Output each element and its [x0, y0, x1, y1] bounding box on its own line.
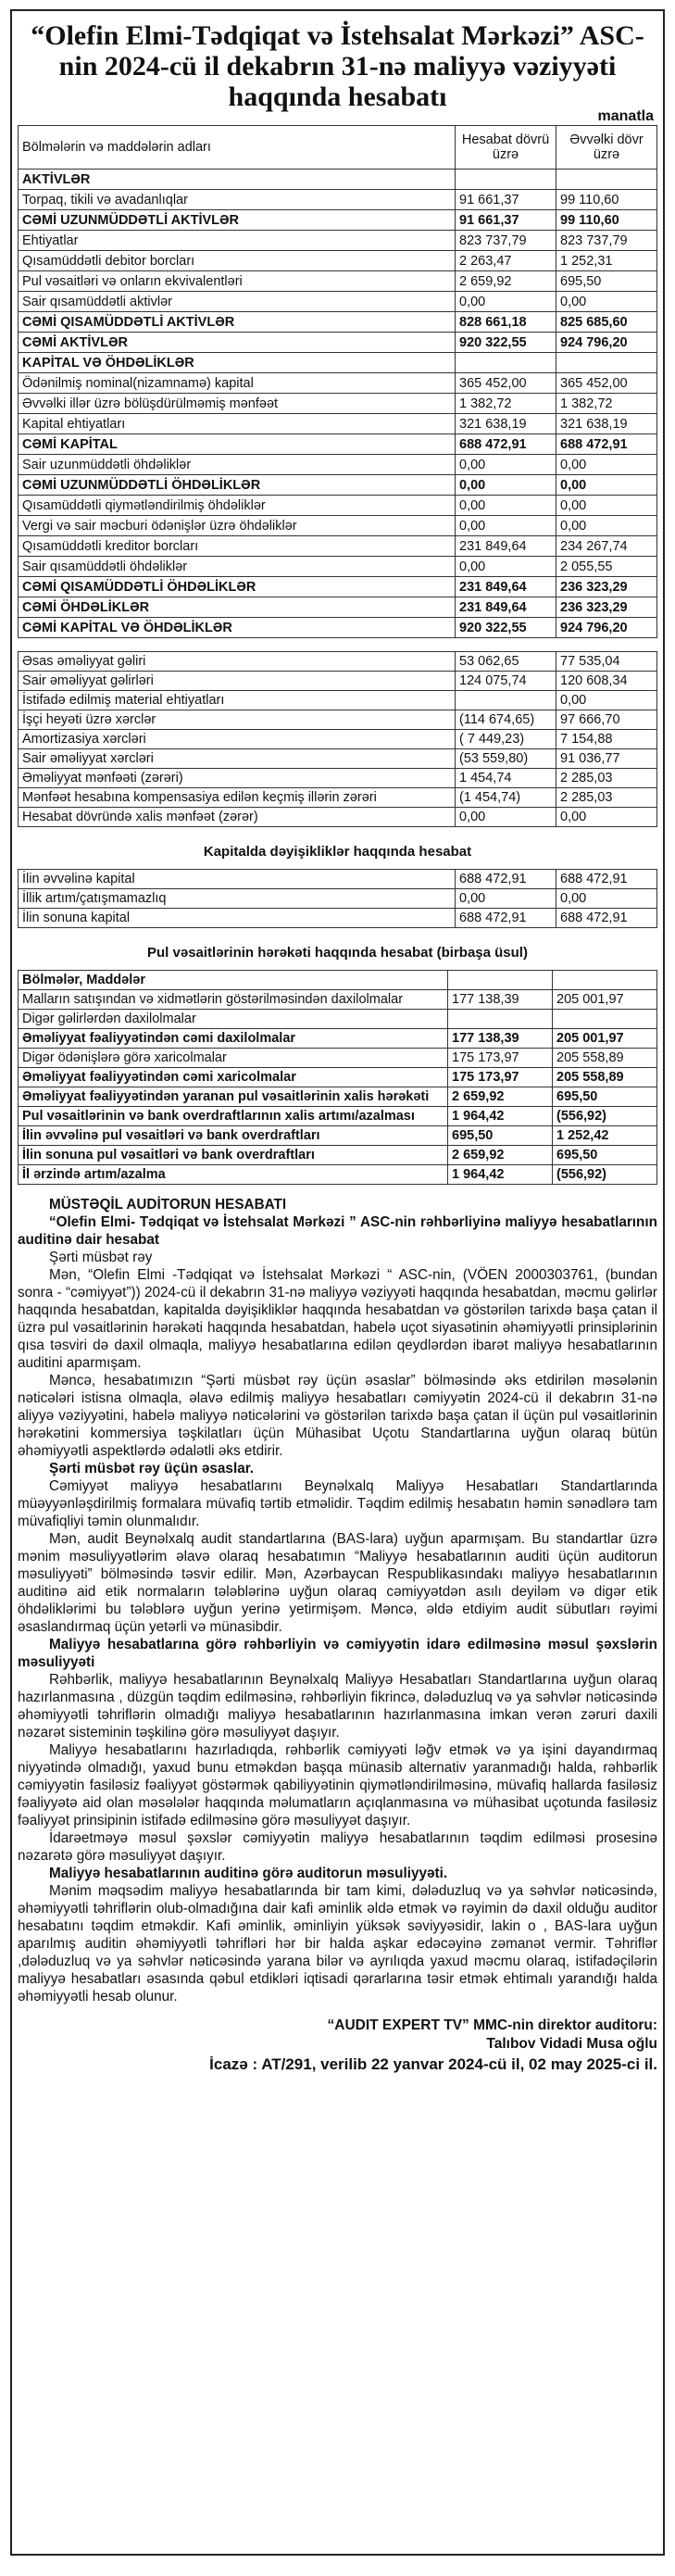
- balance-current-value: 920 322,55: [456, 333, 556, 353]
- cashflow-row: [19, 1146, 657, 1165]
- balance-label: Sair uzunmüddətli öhdəliklər: [19, 455, 456, 475]
- cashflow-label: İlin sonuna pul vəsaitləri və bank overdraftları: [19, 1146, 448, 1165]
- cashflow-current-value: 177 138,39: [448, 1029, 553, 1049]
- report-page: [10, 9, 665, 2556]
- balance-label: Pul vəsaitləri və onların ekvivalentləri: [19, 271, 456, 292]
- balance-header-previous: Əvvəlki dövr üzrə: [556, 126, 657, 170]
- balance-row: [19, 536, 657, 557]
- balance-label: CƏMİ KAPİTAL: [19, 434, 456, 455]
- cashflow-current-value: 2 659,92: [448, 1087, 553, 1107]
- pl-label: Əməliyyat mənfəəti (zərəri): [19, 769, 456, 788]
- balance-previous-value: 1 252,31: [556, 251, 657, 271]
- equity-row: [19, 909, 657, 928]
- balance-current-value: 920 322,55: [456, 618, 556, 638]
- cashflow-label: İlin əvvəlinə pul vəsaitləri və bank overdraftları: [19, 1126, 448, 1146]
- auditor-subheading: “Olefin Elmi- Tədqiqat və İstehsalat Mərkəzi ” ASC-nin rəhbərliyinə maliyyə hesabatlarının auditinə dair hesabat: [18, 1214, 657, 1248]
- pl-row: [19, 730, 657, 749]
- cashflow-current-value: 175 173,97: [448, 1068, 553, 1087]
- pl-label: İstifadə edilmiş material ehtiyatları: [19, 691, 456, 710]
- cashflow-label: Digər ödənişlərə görə xaricolmalar: [19, 1049, 448, 1068]
- cashflow-previous-value: 695,50: [553, 1087, 657, 1107]
- pl-current-value: ( 7 449,23): [456, 730, 556, 749]
- cashflow-header-row: [19, 971, 657, 990]
- pl-previous-value: 0,00: [556, 691, 657, 710]
- cashflow-label: Əməliyyat fəaliyyətindən cəmi xaricolmalar: [19, 1068, 448, 1087]
- balance-current-value: 2 263,47: [456, 251, 556, 271]
- balance-label: Sair qısamüddətli aktivlər: [19, 292, 456, 312]
- cashflow-section-title: Pul vəsaitlərinin hərəkəti haqqında hesabat (birbaşa üsul): [147, 945, 528, 961]
- balance-current-value: [456, 353, 556, 373]
- balance-row: [19, 496, 657, 516]
- balance-previous-value: 236 323,29: [556, 577, 657, 597]
- cashflow-current-value: 695,50: [448, 1126, 553, 1146]
- cashflow-current-value: 177 138,39: [448, 990, 553, 1010]
- cashflow-row: [19, 1126, 657, 1146]
- auditor-h3: Maliyyə hesabatlarına görə rəhbərliyin və cəmiyyətin idarə edilməsinə məsul şəxslərin məsuliyyəti: [18, 1637, 657, 1670]
- cashflow-header-label: Bölmələr, Maddələr: [19, 971, 448, 990]
- balance-previous-value: [556, 353, 657, 373]
- balance-label: CƏMİ AKTİVLƏR: [19, 333, 456, 353]
- pl-previous-value: 0,00: [556, 808, 657, 827]
- balance-row: [19, 475, 657, 496]
- balance-current-value: 828 661,18: [456, 312, 556, 333]
- balance-current-value: 823 737,79: [456, 231, 556, 251]
- balance-previous-value: 236 323,29: [556, 597, 657, 618]
- balance-row: [19, 577, 657, 597]
- balance-current-value: 1 382,72: [456, 394, 556, 414]
- balance-row: [19, 516, 657, 536]
- auditor-p4: Cəmiyyət maliyyə hesabatlarını Beynəlxalq Maliyyə Hesabatları Standartlarında müəyyənləşdirilmiş formalara müvafiq tərtib etməlidir. Təqdim edilmiş hesabatın həmin sənədlərə tam müvafiqliyi təmin olunmalıdır.: [18, 1478, 657, 1529]
- auditor-signature: [18, 2017, 657, 2054]
- cashflow-label: Digər gəlirlərdən daxilolmalar: [19, 1010, 448, 1029]
- auditor-p2: Mən, “Olefin Elmi -Tədqiqat və İstehsalat Mərkəzi “ ASC-nin, (VÖEN 2000303761, (bundan sonra - “cəmiyyət”)) 2024-cü il dekabrın 31-nə maliyyə vəziyyəti haqqında hesabatdan, məcmu gəlirlər haqqında hesabatdan, kapitalda dəyişikliklər haqqında hesabatdan və göstərilən tarixdə başa çatan il üzrə pul vəsaitlərinin hərəkəti haqqında hesabatdan, habelə uçot siyasətinin əhəmiyyətli prinsiplərinin qısa təsviri də daxil olmaqla, maliyyə hesabatlarına edilən qeydlərdən ibarət maliyyə hesabatlarının auditini aparmışam.: [18, 1267, 657, 1371]
- cashflow-previous-value: 205 001,97: [553, 1029, 657, 1049]
- equity-label: İllik artım/çatışmamazlıq: [19, 889, 456, 909]
- balance-row: [19, 251, 657, 271]
- cashflow-current-value: 2 659,92: [448, 1146, 553, 1165]
- cashflow-previous-value: (556,92): [553, 1107, 657, 1126]
- cashflow-current-value: 175 173,97: [448, 1049, 553, 1068]
- balance-label: AKTİVLƏR: [19, 170, 456, 190]
- equity-current-value: 0,00: [456, 889, 556, 909]
- auditor-h2: Şərti müsbət rəy üçün əsaslar.: [49, 1461, 255, 1476]
- balance-previous-value: 365 452,00: [556, 373, 657, 394]
- pl-row: [19, 808, 657, 827]
- cashflow-previous-value: 205 001,97: [553, 990, 657, 1010]
- balance-previous-value: 823 737,79: [556, 231, 657, 251]
- balance-row: [19, 312, 657, 333]
- pl-current-value: 1 454,74: [456, 769, 556, 788]
- pl-label: İşçi heyəti üzrə xərclər: [19, 710, 456, 730]
- balance-previous-value: 825 685,60: [556, 312, 657, 333]
- cashflow-current-value: 1 964,42: [448, 1107, 553, 1126]
- balance-label: Kapital ehtiyatları: [19, 414, 456, 434]
- balance-previous-value: 0,00: [556, 292, 657, 312]
- pl-previous-value: 91 036,77: [556, 749, 657, 769]
- cashflow-table: [18, 970, 657, 1185]
- cashflow-row: [19, 1087, 657, 1107]
- balance-row: [19, 414, 657, 434]
- balance-header-row: [19, 126, 657, 170]
- balance-header-current: Hesabat dövrü üzrə: [456, 126, 556, 170]
- balance-current-value: 0,00: [456, 516, 556, 536]
- equity-current-value: 688 472,91: [456, 870, 556, 889]
- cashflow-row: [19, 1049, 657, 1068]
- balance-label: Ehtiyatlar: [19, 231, 456, 251]
- balance-label: CƏMİ UZUNMÜDDƏTLİ ÖHDƏLİKLƏR: [19, 475, 456, 496]
- pl-row: [19, 672, 657, 691]
- balance-label: CƏMİ KAPİTAL VƏ ÖHDƏLİKLƏR: [19, 618, 456, 638]
- balance-current-value: 0,00: [456, 475, 556, 496]
- equity-previous-value: 688 472,91: [556, 909, 657, 928]
- pl-previous-value: 120 608,34: [556, 672, 657, 691]
- balance-current-value: 0,00: [456, 455, 556, 475]
- cashflow-current-value: [448, 1010, 553, 1029]
- balance-row: [19, 231, 657, 251]
- balance-row: [19, 333, 657, 353]
- balance-previous-value: 0,00: [556, 496, 657, 516]
- balance-label: CƏMİ UZUNMÜDDƏTLİ AKTİVLƏR: [19, 210, 456, 231]
- equity-previous-value: 688 472,91: [556, 870, 657, 889]
- pl-current-value: (1 454,74): [456, 788, 556, 808]
- pl-row: [19, 710, 657, 730]
- balance-current-value: 231 849,64: [456, 536, 556, 557]
- balance-label: CƏMİ ÖHDƏLİKLƏR: [19, 597, 456, 618]
- auditor-heading: MÜSTƏQİL AUDİTORUN HESABATI: [49, 1197, 287, 1213]
- balance-label: Sair qısamüddətli öhdəliklər: [19, 557, 456, 577]
- pl-label: Əsas əməliyyat gəliri: [19, 652, 456, 672]
- balance-previous-value: [556, 170, 657, 190]
- pl-current-value: (53 559,80): [456, 749, 556, 769]
- auditor-p1: Şərti müsbət rəy: [49, 1250, 153, 1265]
- auditor-p6: Rəhbərlik, maliyyə hesabatlarının Beynəlxalq Maliyyə Hesabatları Standartlarına uyğun olaraq hazırlanmasına , düzgün təqdim edilməsinə, rəhbərliyin fikrincə, dələduzluq və ya səhvlər nəticəsində əhəmiyyətli təhriflərin olmadığı maliyyə hesabatlarının hazırlanmasına imkan verən zəruri daxili nəzarət sisteminin təşkilinə görə məsuliyyət daşıyır.: [18, 1672, 657, 1740]
- balance-header-label: Bölmələrin və maddələrin adları: [19, 126, 456, 170]
- cashflow-label: Əməliyyat fəaliyyətindən yaranan pul vəsaitlərinin xalis hərəkəti: [19, 1087, 448, 1107]
- equity-row: [19, 870, 657, 889]
- cashflow-label: Əməliyyat fəaliyyətindən cəmi daxilolmalar: [19, 1029, 448, 1049]
- balance-label: Qısamüddətli debitor borcları: [19, 251, 456, 271]
- report-title: “Olefin Elmi-Tədqiqat və İstehsalat Mərkəzi” ASC-nin 2024-cü il dekabrın 31-nə maliyyə vəziyyəti haqqında hesabatı: [31, 20, 644, 112]
- balance-label: Qısamüddətli kreditor borcları: [19, 536, 456, 557]
- balance-current-value: 0,00: [456, 292, 556, 312]
- cashflow-previous-value: 205 558,89: [553, 1068, 657, 1087]
- equity-label: İlin əvvəlinə kapital: [19, 870, 456, 889]
- cashflow-previous-value: 1 252,42: [553, 1126, 657, 1146]
- cashflow-row: [19, 1068, 657, 1087]
- pl-previous-value: 2 285,03: [556, 769, 657, 788]
- pl-current-value: 53 062,65: [456, 652, 556, 672]
- balance-current-value: 365 452,00: [456, 373, 556, 394]
- balance-label: Ödənilmiş nominal(nizamnamə) kapital: [19, 373, 456, 394]
- pl-previous-value: 97 666,70: [556, 710, 657, 730]
- equity-previous-value: 0,00: [556, 889, 657, 909]
- balance-row: [19, 434, 657, 455]
- balance-row: [19, 353, 657, 373]
- balance-row: [19, 170, 657, 190]
- balance-row: [19, 190, 657, 210]
- pl-label: Hesabat dövründə xalis mənfəət (zərər): [19, 808, 456, 827]
- cashflow-label: Pul vəsaitlərinin və bank overdraftlarının xalis artımı/azalması: [19, 1107, 448, 1126]
- balance-label: CƏMİ QISAMÜDDƏTLİ ÖHDƏLİKLƏR: [19, 577, 456, 597]
- balance-label: Torpaq, tikili və avadanlıqlar: [19, 190, 456, 210]
- pl-row: [19, 769, 657, 788]
- balance-row: [19, 292, 657, 312]
- signature-company: “AUDIT EXPERT TV” MMC-nin direktor auditoru:: [327, 2017, 657, 2033]
- balance-current-value: 231 849,64: [456, 597, 556, 618]
- balance-row: [19, 597, 657, 618]
- balance-current-value: 0,00: [456, 496, 556, 516]
- auditor-p9: Mənim məqsədim maliyyə hesabatlarında bir tam kimi, dələduzluq və ya səhvlər nəticəsində, əhəmiyyətli təhriflərin olub-olmadığına dair kafi əminlik əldə etmək və rəyimin də daxil olduğu auditor hesabatını təqdim etməkdir. Kafi əminlik, əminliyin yüksək səviyyəsidir, lakin o , BAS-lara uyğun aparılmış auditin əhəmiyyətli təhrifləri hər bir halda aşkar edəcəyinə zəmanət vermir. Təhriflər ,dələduzluq və ya səhvlər nəticəsində yarana bilər və ayrılıqda yaxud məcmu olaraq, istifadəçilərin maliyyə hesabatları əsasında qəbul etdikləri iqtisadi qərarlarına təsir etmək ehtimalı yarandığı halda əhəmiyyətli hesab olunur.: [18, 1883, 657, 2004]
- cashflow-row: [19, 990, 657, 1010]
- auditor-p8: İdarəetməyə məsul şəxslər cəmiyyətin maliyyə hesabatlarının təqdim edilməsi prosesinə nəzarətə görə məsuliyyət daşıyır.: [18, 1830, 657, 1864]
- auditor-h4: Maliyyə hesabatlarının auditinə görə auditorun məsuliyyəti.: [49, 1866, 448, 1881]
- cashflow-previous-value: (556,92): [553, 1165, 657, 1185]
- balance-previous-value: 0,00: [556, 516, 657, 536]
- balance-previous-value: 99 110,60: [556, 190, 657, 210]
- equity-current-value: 688 472,91: [456, 909, 556, 928]
- pl-current-value: [456, 691, 556, 710]
- cashflow-previous-value: 695,50: [553, 1146, 657, 1165]
- balance-row: [19, 394, 657, 414]
- pl-previous-value: 2 285,03: [556, 788, 657, 808]
- balance-previous-value: 321 638,19: [556, 414, 657, 434]
- balance-sheet-table: [18, 125, 657, 638]
- balance-current-value: 2 659,92: [456, 271, 556, 292]
- cashflow-label: Malların satışından və xidmətlərin göstərilməsindən daxilolmalar: [19, 990, 448, 1010]
- pl-label: Sair əməliyyat gəlirləri: [19, 672, 456, 691]
- balance-row: [19, 557, 657, 577]
- balance-row: [19, 618, 657, 638]
- balance-previous-value: 0,00: [556, 455, 657, 475]
- auditor-p7: Maliyyə hesabatlarını hazırladıqda, rəhbərlik cəmiyyəti ləğv etmək və ya işini dayandırmaq niyyətində olmadığı, yaxud bunu etməkdən başqa münasib alternativ yaranmadığı halda, rəhbərlik cəmiyyətin fasiləsiz fəaliyyət göstərmək qabiliyyətinin qiymətləndirilməsinə, müvafiq hallarda fasiləsiz fəaliyyətə aid olan məsələlər haqqında məlumatların açıqlanmasına və mühasibat uçotunda fasiləsiz fəaliyyət prinsipinin istifadə edilməsinə görə məsuliyyət daşıyır.: [18, 1742, 657, 1828]
- equity-table: [18, 869, 657, 928]
- balance-previous-value: 924 796,20: [556, 333, 657, 353]
- auditor-p5: Mən, audit Beynəlxalq audit standartlarına (BAS-lara) uyğun aparmışam. Bu standartlar üzrə mənim məsuliyyətlərim əlavə olaraq hesabatımın “Maliyyə hesabatlarının auditi üçün auditorun məsuliyyəti” bölməsində təsvir edilir. Mən, Azərbaycan Respublikasındakı maliyyə hesabatlarının auditinə aid etik normaların tələblərinə uyğun olaraq cəmiyyətdən asılı deyiləm və digər etik öhdəliklərimi bu tələblərə uyğun yerinə yetirmişəm. Məncə, əldə etdiyim audit sübutları rəyimi əsaslandırmaq üçün yetərli və münasibdir.: [18, 1531, 657, 1635]
- balance-previous-value: 2 055,55: [556, 557, 657, 577]
- cashflow-row: [19, 1165, 657, 1185]
- balance-current-value: 91 661,37: [456, 190, 556, 210]
- pl-label: Sair əməliyyat xərcləri: [19, 749, 456, 769]
- pl-current-value: (114 674,65): [456, 710, 556, 730]
- balance-label: CƏMİ QISAMÜDDƏTLİ AKTİVLƏR: [19, 312, 456, 333]
- auditor-p3: Məncə, hesabatımızın “Şərti müsbət rəy üçün əsaslar” bölməsində əks etdirilən məsələnin nəticələri istisna olmaqla, əlavə edilmiş maliyyə hesabatları cəmiyyətin 2024-cü il dekabrın 31-nə aliyyə vəziyyətini, habelə maliyyə nəticələrini və göstərilən tarixdə başa çatan il üçün pul vəsaitlərinin hərəkətini kommersiya təşkilatları üçün Mühasibat Uçotu Standartlarına uyğun olaraq bütün əhəmiyyətli aspektlərdə ədalətli əks etdirir.: [18, 1373, 657, 1459]
- balance-current-value: 231 849,64: [456, 577, 556, 597]
- balance-current-value: 91 661,37: [456, 210, 556, 231]
- auditor-report: [18, 1196, 657, 2005]
- balance-previous-value: 695,50: [556, 271, 657, 292]
- license-line: İcazə : AT/291, verilib 22 yanvar 2024-cü il, 02 may 2025-ci il.: [209, 2055, 657, 2073]
- balance-current-value: 321 638,19: [456, 414, 556, 434]
- currency-unit: manatla: [597, 108, 654, 124]
- pl-row: [19, 652, 657, 672]
- pl-previous-value: 77 535,04: [556, 652, 657, 672]
- equity-row: [19, 889, 657, 909]
- balance-row: [19, 455, 657, 475]
- balance-row: [19, 210, 657, 231]
- balance-previous-value: 234 267,74: [556, 536, 657, 557]
- equity-label: İlin sonuna kapital: [19, 909, 456, 928]
- cashflow-current-value: 1 964,42: [448, 1165, 553, 1185]
- signature-person: Talıbov Vidadi Musa oğlu: [486, 2036, 657, 2052]
- balance-previous-value: 99 110,60: [556, 210, 657, 231]
- pl-label: Amortizasiya xərcləri: [19, 730, 456, 749]
- cashflow-row: [19, 1029, 657, 1049]
- pl-row: [19, 691, 657, 710]
- pl-current-value: 124 075,74: [456, 672, 556, 691]
- pl-label: Mənfəət hesabına kompensasiya edilən keçmiş illərin zərəri: [19, 788, 456, 808]
- balance-previous-value: 688 472,91: [556, 434, 657, 455]
- balance-label: Vergi və sair məcburi ödənişlər üzrə öhdəliklər: [19, 516, 456, 536]
- balance-label: Qısamüddətli qiymətləndirilmiş öhdəliklər: [19, 496, 456, 516]
- balance-previous-value: 0,00: [556, 475, 657, 496]
- cashflow-row: [19, 1010, 657, 1029]
- balance-row: [19, 271, 657, 292]
- equity-section-title: Kapitalda dəyişikliklər haqqında hesabat: [203, 844, 472, 860]
- balance-previous-value: 1 382,72: [556, 394, 657, 414]
- balance-current-value: [456, 170, 556, 190]
- cashflow-label: İl ərzində artım/azalma: [19, 1165, 448, 1185]
- balance-current-value: 688 472,91: [456, 434, 556, 455]
- cashflow-previous-value: 205 558,89: [553, 1049, 657, 1068]
- balance-label: KAPİTAL VƏ ÖHDƏLİKLƏR: [19, 353, 456, 373]
- profit-loss-table: [18, 651, 657, 827]
- cashflow-row: [19, 1107, 657, 1126]
- pl-previous-value: 7 154,88: [556, 730, 657, 749]
- balance-row: [19, 373, 657, 394]
- cashflow-previous-value: [553, 1010, 657, 1029]
- balance-label: Əvvəlki illər üzrə bölüşdürülməmiş mənfəət: [19, 394, 456, 414]
- balance-current-value: 0,00: [456, 557, 556, 577]
- pl-row: [19, 749, 657, 769]
- pl-current-value: 0,00: [456, 808, 556, 827]
- pl-row: [19, 788, 657, 808]
- balance-previous-value: 924 796,20: [556, 618, 657, 638]
